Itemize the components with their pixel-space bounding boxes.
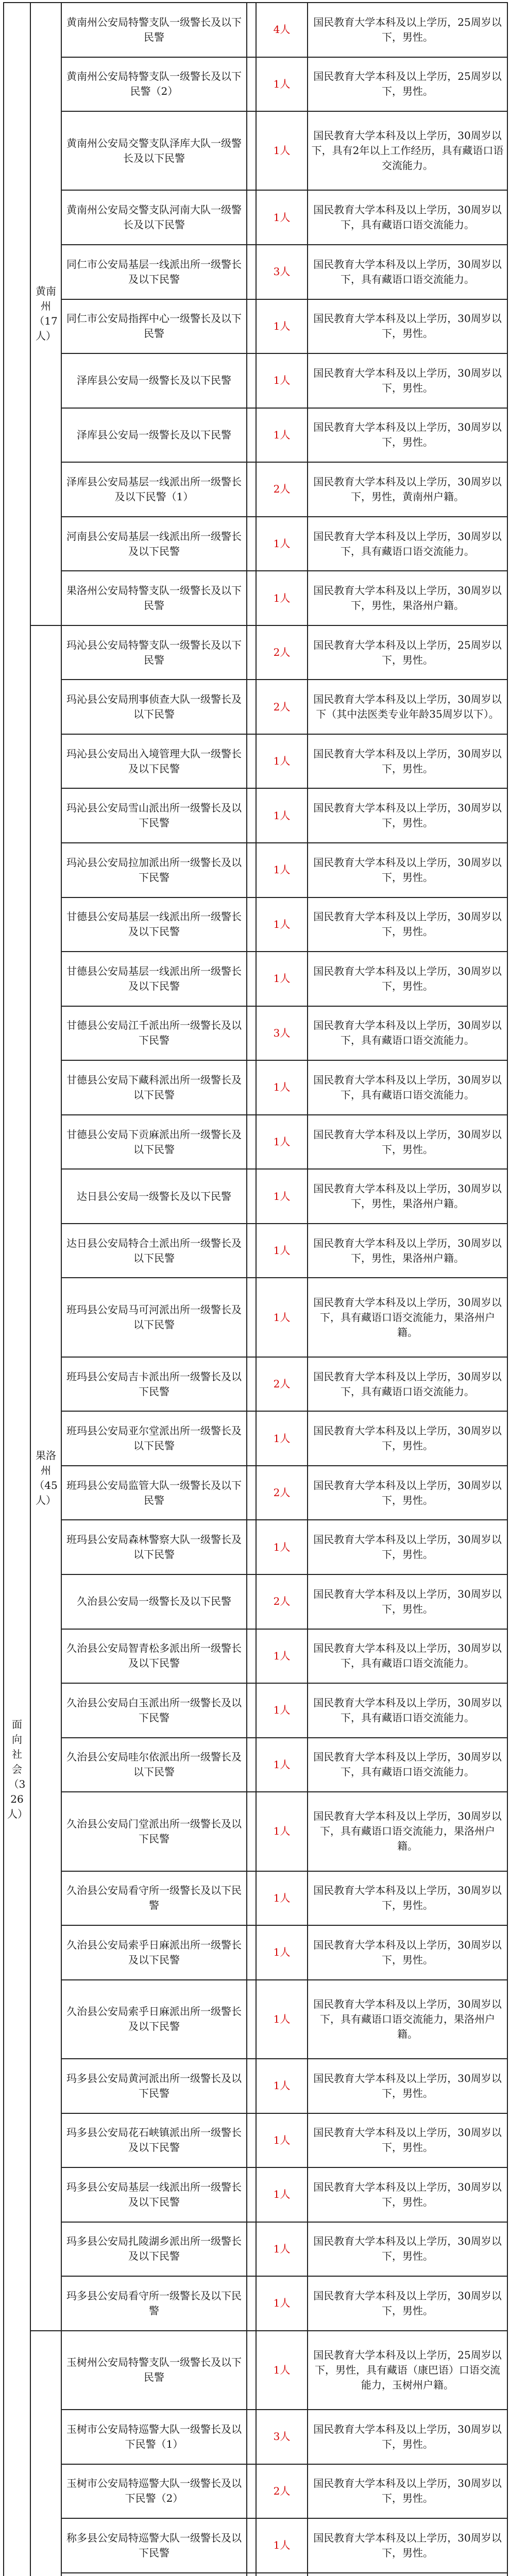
table-row: [4, 2167, 507, 2222]
spacer-cell: [247, 571, 256, 625]
spacer-cell: [247, 517, 256, 571]
requirements: 国民教育大学本科及以上学历，30周岁以下，具有藏语口语交流能力。: [308, 1006, 507, 1061]
unit-name: 班玛县公安局亚尔堂派出所一级警长及以下民警: [61, 1411, 247, 1466]
post-count: 1人: [256, 1520, 308, 1574]
region-label: 面向社会（326人）: [4, 3, 30, 2576]
post-count: 3人: [256, 1006, 308, 1061]
requirements: 国民教育大学本科及以上学历，30周岁以下，男性。: [308, 408, 507, 463]
table-row: [4, 1115, 507, 1170]
spacer-cell: [247, 2410, 256, 2464]
spacer-cell: [247, 2573, 256, 2576]
post-count: 1人: [256, 2518, 308, 2573]
spacer-cell: [247, 843, 256, 897]
unit-name: 班玛县公安局马可河派出所一级警长及以下民警: [61, 1278, 247, 1357]
table-row: [4, 897, 507, 952]
unit-name: 同仁市公安局指挥中心一级警长及以下民警: [61, 299, 247, 354]
table-row: [4, 3, 507, 57]
post-count: 2人: [256, 462, 308, 517]
table-body: [4, 3, 507, 2576]
table-row: [4, 1520, 507, 1574]
unit-name: 久治县公安局门堂派出所一级警长及以下民警: [61, 1792, 247, 1871]
unit-name: 玛沁县公安局拉加派出所一级警长及以下民警: [61, 843, 247, 897]
table-row: [4, 1574, 507, 1629]
post-count: 1人: [256, 190, 308, 245]
unit-name: 河南县公安局基层一线派出所一级警长及以下民警: [61, 517, 247, 571]
table-row: [4, 2222, 507, 2277]
prefecture-label: 果洛州（45人）: [30, 625, 61, 2331]
requirements: 国民教育大学本科及以上学历，30周岁以下，男性。: [308, 1574, 507, 1629]
unit-name: 久治县公安局索乎日麻派出所一级警长及以下民警: [61, 1980, 247, 2059]
post-count: 1人: [256, 57, 308, 112]
unit-name: 甘德县公安局江千派出所一级警长及以下民警: [61, 1006, 247, 1061]
unit-name: 玛沁县公安局出入境管理大队一级警长及以下民警: [61, 734, 247, 789]
post-count: 1人: [256, 897, 308, 952]
spacer-cell: [247, 952, 256, 1006]
requirements: 国民教育大学本科及以上学历，25周岁以下，男性。: [308, 625, 507, 680]
spacer-cell: [247, 2518, 256, 2573]
requirements: 国民教育大学本科及以上学历，30周岁以下（其中法医类专业年龄35周岁以下）。: [308, 680, 507, 734]
requirements: 国民教育大学本科及以上学历，30周岁以下，具有2年以上工作经历，具有藏语口语交流能力。: [308, 111, 507, 190]
post-count: 1人: [256, 353, 308, 408]
requirements: 国民教育大学本科及以上学历，30周岁以下，男性，果洛州户籍。: [308, 1169, 507, 1224]
requirements: 国民教育大学本科及以上学历，30周岁以下，男性。: [308, 788, 507, 843]
requirements: 国民教育大学本科及以上学历，30周岁以下，具有藏语口语交流能力，果洛州户籍。: [308, 1980, 507, 2059]
table-row: [4, 1925, 507, 1980]
requirements: 国民教育大学本科及以上学历，30周岁以下，男性。: [308, 2276, 507, 2331]
post-count: 1人: [256, 1411, 308, 1466]
post-count: 2人: [256, 625, 308, 680]
requirements: 国民教育大学本科及以上学历，30周岁以下，具有藏语口语交流能力。: [308, 190, 507, 245]
unit-name: 甘德县公安局下藏科派出所一级警长及以下民警: [61, 1060, 247, 1115]
requirements: 国民教育大学本科及以上学历，30周岁以下，具有藏语口语交流能力。: [308, 1683, 507, 1738]
unit-name: 黄南州公安局交警支队泽库大队一级警长及以下民警: [61, 111, 247, 190]
requirements: 国民教育大学本科及以上学历，30周岁以下，男性。: [308, 897, 507, 952]
spacer-cell: [247, 1925, 256, 1980]
requirements: 国民教育大学本科及以上学历，30周岁以下，男性。: [308, 2410, 507, 2464]
unit-name: 黄南州公安局特警支队一级警长及以下民警（2）: [61, 57, 247, 112]
post-count: 2人: [256, 1466, 308, 1520]
post-count: 1人: [256, 734, 308, 789]
unit-name: 泽库县公安局一级警长及以下民警: [61, 408, 247, 463]
post-count: 1人: [256, 1871, 308, 1926]
post-count: 1人: [256, 2113, 308, 2168]
spacer-cell: [247, 1357, 256, 1412]
requirements: 国民教育大学本科及以上学历，30周岁以下，具有藏语口语交流能力，果洛州户籍。: [308, 1278, 507, 1357]
requirements: 国民教育大学本科及以上学历，30周岁以下，具有藏语口语交流能力。: [308, 1357, 507, 1412]
unit-name: 久治县公安局哇尔依派出所一级警长及以下民警: [61, 1738, 247, 1792]
post-count: 3人: [256, 245, 308, 299]
spacer-cell: [247, 353, 256, 408]
table-row: [4, 1006, 507, 1061]
table-row: [4, 1224, 507, 1278]
requirements: 国民教育大学本科及以上学历，30周岁以下，男性。: [308, 952, 507, 1006]
spacer-cell: [247, 1871, 256, 1926]
table-row: [4, 734, 507, 789]
table-row: [4, 2331, 507, 2410]
post-count: 2人: [256, 2464, 308, 2519]
unit-name: 黄南州公安局特警支队一级警长及以下民警: [61, 3, 247, 57]
spacer-cell: [247, 1738, 256, 1792]
unit-name: 玛多县公安局扎陵湖乡派出所一级警长及以下民警: [61, 2222, 247, 2277]
post-count: 1人: [256, 2059, 308, 2113]
spacer-cell: [247, 1278, 256, 1357]
post-count: 2人: [256, 1574, 308, 1629]
requirements: 国民教育大学本科及以上学历，25周岁以下，男性。: [308, 57, 507, 112]
table-row: [4, 2276, 507, 2331]
table-row: [4, 245, 507, 299]
post-count: 1人: [256, 1224, 308, 1278]
table-row: [4, 1792, 507, 1871]
table-row: [4, 952, 507, 1006]
unit-name: 班玛县公安局森林警察大队一级警长及以下民警: [61, 1520, 247, 1574]
table-row: [4, 2410, 507, 2464]
requirements: 国民教育大学本科及以上学历，30周岁以下，男性。: [308, 353, 507, 408]
table-row: [4, 2464, 507, 2519]
spacer-cell: [247, 1006, 256, 1061]
post-count: 1人: [256, 1629, 308, 1684]
table-row: [4, 1738, 507, 1792]
post-count: 1人: [256, 111, 308, 190]
post-count: 1人: [256, 517, 308, 571]
post-count: 1人: [256, 1278, 308, 1357]
table-row: [4, 1980, 507, 2059]
unit-name: 久治县公安局看守所一级警长及以下民警: [61, 1871, 247, 1926]
requirements: 国民教育大学本科及以上学历，30周岁以下，男性。: [308, 1411, 507, 1466]
requirements: 国民教育大学本科及以上学历，30周岁以下，男性。: [308, 1520, 507, 1574]
post-count: 1人: [256, 1792, 308, 1871]
spacer-cell: [247, 1574, 256, 1629]
requirements: 国民教育大学本科及以上学历，30周岁以下，男性。: [308, 1925, 507, 1980]
spacer-cell: [247, 1980, 256, 2059]
table-row: [4, 1871, 507, 1926]
unit-name: 甘德县公安局基层一线派出所一级警长及以下民警: [61, 952, 247, 1006]
post-count: 1人: [256, 1925, 308, 1980]
unit-name: 玉树市公安局特巡警大队一级警长及以下民警（1）: [61, 2410, 247, 2464]
post-count: 1人: [256, 1980, 308, 2059]
post-count: 4人: [256, 3, 308, 57]
unit-name: 玛沁县公安局雪山派出所一级警长及以下民警: [61, 788, 247, 843]
requirements: 国民教育大学本科及以上学历，30周岁以下，男性。: [308, 2222, 507, 2277]
table-row: [4, 571, 507, 625]
post-count: 1人: [256, 788, 308, 843]
post-count: 1人: [256, 2331, 308, 2410]
table-row: [4, 517, 507, 571]
spacer-cell: [247, 2276, 256, 2331]
spacer-cell: [247, 1411, 256, 1466]
spacer-cell: [247, 734, 256, 789]
requirements: 国民教育大学本科及以上学历，30周岁以下，具有藏语口语交流能力。: [308, 517, 507, 571]
unit-name: 玛多县公安局花石峡镇派出所一级警长及以下民警: [61, 2113, 247, 2168]
requirements: 国民教育大学本科及以上学历，30周岁以下，男性。: [308, 734, 507, 789]
unit-name: 玛多县公安局基层一线派出所一级警长及以下民警: [61, 2167, 247, 2222]
post-count: 1人: [256, 1738, 308, 1792]
table-row: [4, 1169, 507, 1224]
spacer-cell: [247, 299, 256, 354]
table-row: [4, 788, 507, 843]
table-row: [4, 462, 507, 517]
unit-name: 达日县公安局一级警长及以下民警: [61, 1169, 247, 1224]
post-count: 1人: [256, 571, 308, 625]
table-row: [4, 625, 507, 680]
requirements: 国民教育大学本科及以上学历，30周岁以下，男性，果洛州户籍。: [308, 571, 507, 625]
spacer-cell: [247, 788, 256, 843]
unit-name: 同仁市公安局基层一线派出所一级警长及以下民警: [61, 245, 247, 299]
spacer-cell: [247, 1115, 256, 1170]
spacer-cell: [247, 1520, 256, 1574]
unit-name: 班玛县公安局监管大队一级警长及以下民警: [61, 1466, 247, 1520]
spacer-cell: [247, 57, 256, 112]
requirements: 国民教育大学本科及以上学历，25周岁以下，男性。: [308, 3, 507, 57]
post-count: 1人: [256, 843, 308, 897]
requirements: [308, 2573, 507, 2576]
recruitment-table: [3, 2, 508, 2576]
unit-name: 久治县公安局智青松多派出所一级警长及以下民警: [61, 1629, 247, 1684]
post-count: 3人: [256, 2410, 308, 2464]
requirements: 国民教育大学本科及以上学历，30周岁以下，男性。: [308, 2518, 507, 2573]
unit-name: 玉树州公安局特警支队一级警长及以下民警: [61, 2331, 247, 2410]
spacer-cell: [247, 3, 256, 57]
post-count: 2人: [256, 1357, 308, 1412]
unit-name: 称多县公安局特巡警大队一级警长及以下民警: [61, 2518, 247, 2573]
table-row: [4, 408, 507, 463]
requirements: 国民教育大学本科及以上学历，30周岁以下，具有藏语口语交流能力。: [308, 1629, 507, 1684]
spacer-cell: [247, 1683, 256, 1738]
table-row: [4, 2113, 507, 2168]
spacer-cell: [247, 408, 256, 463]
spacer-cell: [247, 462, 256, 517]
unit-name: 久治县公安局一级警长及以下民警: [61, 1574, 247, 1629]
spacer-cell: [247, 625, 256, 680]
spacer-cell: [247, 897, 256, 952]
spacer-cell: [247, 111, 256, 190]
spacer-cell: [247, 2222, 256, 2277]
unit-name: 泽库县公安局一级警长及以下民警: [61, 353, 247, 408]
spacer-cell: [247, 1792, 256, 1871]
table-row: [4, 1466, 507, 1520]
table-row: [4, 2573, 507, 2576]
requirements: 国民教育大学本科及以上学历，30周岁以下，男性。: [308, 299, 507, 354]
spacer-cell: [247, 2464, 256, 2519]
requirements: 国民教育大学本科及以上学历，30周岁以下，具有藏语口语交流能力。: [308, 245, 507, 299]
table-row: [4, 299, 507, 354]
post-count: 1人: [256, 408, 308, 463]
spacer-cell: [247, 680, 256, 734]
post-count: 1人: [256, 1683, 308, 1738]
requirements: 国民教育大学本科及以上学历，30周岁以下，具有藏语口语交流能力，果洛州户籍。: [308, 1792, 507, 1871]
table-row: [4, 57, 507, 112]
post-count: 1人: [256, 2167, 308, 2222]
post-count: 1人: [256, 952, 308, 1006]
post-count: 1人: [256, 1060, 308, 1115]
requirements: 国民教育大学本科及以上学历，30周岁以下，男性，果洛州户籍。: [308, 1224, 507, 1278]
requirements: 国民教育大学本科及以上学历，30周岁以下，男性。: [308, 1115, 507, 1170]
table-row: [4, 1411, 507, 1466]
table-row: [4, 1060, 507, 1115]
spacer-cell: [247, 2167, 256, 2222]
unit-name: 玛多县公安局看守所一级警长及以下民警: [61, 2276, 247, 2331]
table-row: [4, 111, 507, 190]
requirements: 国民教育大学本科及以上学历，30周岁以下，男性。: [308, 843, 507, 897]
spacer-cell: [247, 2331, 256, 2410]
spacer-cell: [247, 1169, 256, 1224]
prefecture-label: 黄南州（17人）: [30, 3, 61, 625]
spacer-cell: [247, 1466, 256, 1520]
requirements: 国民教育大学本科及以上学历，30周岁以下，男性。: [308, 2464, 507, 2519]
unit-name: 玛多县公安局黄河派出所一级警长及以下民警: [61, 2059, 247, 2113]
post-count: [256, 2573, 308, 2576]
requirements: 国民教育大学本科及以上学历，30周岁以下，具有藏语口语交流能力。: [308, 1738, 507, 1792]
table-row: [4, 1629, 507, 1684]
spacer-cell: [247, 245, 256, 299]
table-row: [4, 1278, 507, 1357]
unit-name: 黄南州公安局交警支队河南大队一级警长及以下民警: [61, 190, 247, 245]
requirements: 国民教育大学本科及以上学历，30周岁以下，男性。: [308, 2059, 507, 2113]
spacer-cell: [247, 1629, 256, 1684]
table-row: [4, 2518, 507, 2573]
requirements: 国民教育大学本科及以上学历，25周岁以下，男性，具有藏语（康巴语）口语交流能力，玉树州户籍。: [308, 2331, 507, 2410]
requirements: 国民教育大学本科及以上学历，30周岁以下，具有藏语口语交流能力。: [308, 1060, 507, 1115]
post-count: 2人: [256, 680, 308, 734]
unit-name: [61, 2573, 247, 2576]
spacer-cell: [247, 1060, 256, 1115]
post-count: 1人: [256, 1115, 308, 1170]
spacer-cell: [247, 2113, 256, 2168]
requirements: 国民教育大学本科及以上学历，30周岁以下，男性。: [308, 2113, 507, 2168]
prefecture-label: [30, 2331, 61, 2576]
unit-name: 达日县公安局特合土派出所一级警长及以下民警: [61, 1224, 247, 1278]
post-count: 1人: [256, 1169, 308, 1224]
table-row: [4, 1683, 507, 1738]
table-row: [4, 843, 507, 897]
table-row: [4, 190, 507, 245]
table-row: [4, 353, 507, 408]
unit-name: 久治县公安局索乎日麻派出所一级警长及以下民警: [61, 1925, 247, 1980]
spacer-cell: [247, 190, 256, 245]
requirements: 国民教育大学本科及以上学历，30周岁以下，男性。: [308, 2167, 507, 2222]
spacer-cell: [247, 1224, 256, 1278]
unit-name: 玉树市公安局特巡警大队一级警长及以下民警（2）: [61, 2464, 247, 2519]
unit-name: 甘德县公安局下贡麻派出所一级警长及以下民警: [61, 1115, 247, 1170]
unit-name: 班玛县公安局吉卡派出所一级警长及以下民警: [61, 1357, 247, 1412]
post-count: 1人: [256, 2222, 308, 2277]
unit-name: 果洛州公安局特警支队一级警长及以下民警: [61, 571, 247, 625]
requirements: 国民教育大学本科及以上学历，30周岁以下，男性。: [308, 1466, 507, 1520]
table-row: [4, 680, 507, 734]
requirements: 国民教育大学本科及以上学历，30周岁以下，男性。: [308, 1871, 507, 1926]
spacer-cell: [247, 2059, 256, 2113]
table-row: [4, 1357, 507, 1412]
post-count: 1人: [256, 299, 308, 354]
unit-name: 泽库县公安局基层一线派出所一级警长及以下民警（1）: [61, 462, 247, 517]
unit-name: 久治县公安局白玉派出所一级警长及以下民警: [61, 1683, 247, 1738]
requirements: 国民教育大学本科及以上学历，30周岁以下，男性，黄南州户籍。: [308, 462, 507, 517]
table-row: [4, 2059, 507, 2113]
unit-name: 甘德县公安局基层一线派出所一级警长及以下民警: [61, 897, 247, 952]
post-count: 1人: [256, 2276, 308, 2331]
unit-name: 玛沁县公安局特警支队一级警长及以下民警: [61, 625, 247, 680]
unit-name: 玛沁县公安局刑事侦查大队一级警长及以下民警: [61, 680, 247, 734]
